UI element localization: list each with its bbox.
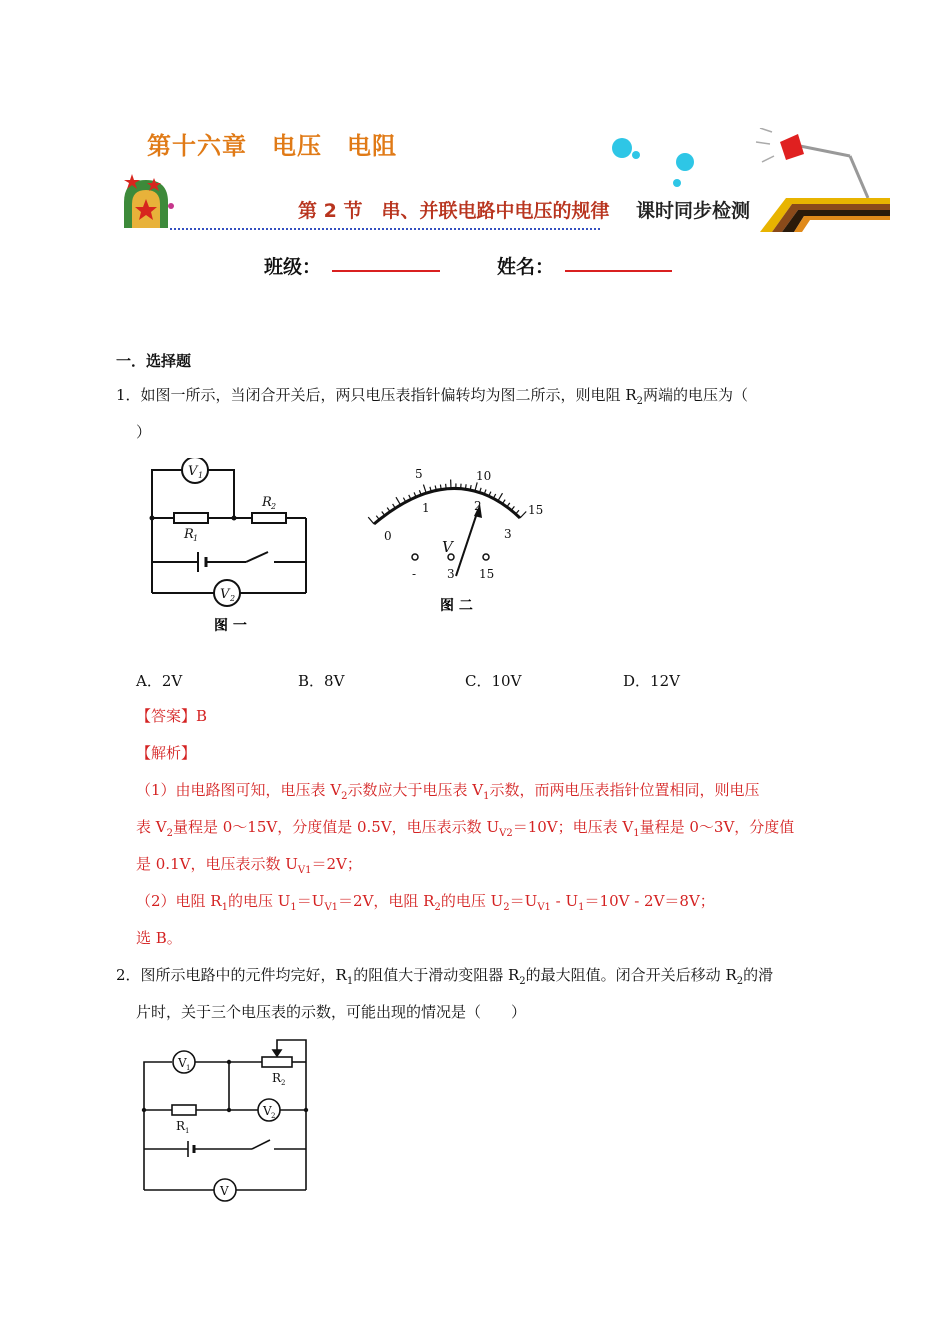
terminal-minus-label: - <box>412 567 417 581</box>
q2-r1-sub: 1 <box>185 1127 190 1135</box>
tick-0: 0 <box>384 529 392 543</box>
question-2-text: 2．图所示电路中的元件均完好，$R_1$的阻值大于滑动变阻器 $R_2$的最大阻值。闭合开关后移动 $R_2$的滑 <box>116 966 774 987</box>
q2-v2-sub: 2 <box>271 1112 276 1120</box>
scale-tick <box>498 493 503 501</box>
scale-tick <box>368 517 374 524</box>
r2-sub: 2 <box>271 502 277 511</box>
scale-tick <box>516 510 519 514</box>
r1-sub: 1 <box>193 534 199 543</box>
scale-tick <box>520 511 526 518</box>
terminal-3-label: 3 <box>447 567 455 581</box>
q2-r2-sub: 2 <box>281 1079 286 1087</box>
section-title: 第 2 节 串、并联电路中电压的规律 <box>298 200 610 222</box>
star-badge-icon <box>124 174 174 228</box>
scale-tick <box>423 485 426 494</box>
name-blank[interactable] <box>565 270 672 272</box>
tick-1: 1 <box>422 501 430 515</box>
section-heading: 一．选择题 <box>116 352 192 370</box>
desk-lamp-icon <box>756 128 868 198</box>
v1-label: V <box>188 464 198 479</box>
option-c[interactable]: C．10V <box>465 672 522 690</box>
q2-v1-label: V <box>178 1056 187 1070</box>
r1-label: R <box>184 527 194 542</box>
terminal-15-label: 15 <box>479 567 495 581</box>
scale-tick <box>465 484 466 489</box>
analysis-line-5: 选 B。 <box>136 929 182 947</box>
r2-label: R <box>262 495 272 510</box>
tick-15: 15 <box>528 503 544 517</box>
answer: 【答案】B <box>136 707 208 725</box>
voltmeter-figure-2 <box>360 458 560 628</box>
question-1-text-end: ） <box>136 423 152 441</box>
circuit-figure-1 <box>134 458 324 648</box>
option-a[interactable]: A．2V <box>136 672 183 690</box>
scale-tick <box>475 482 477 491</box>
analysis-label: 【解析】 <box>136 744 197 762</box>
figure-2-caption: 图 二 <box>440 598 473 614</box>
q2-v2-label: V <box>263 1104 272 1118</box>
analysis-line-3: 是 0.1V，电压表示数 $U_{V1}=2V$； <box>136 855 362 876</box>
q2-v-label: V <box>220 1184 229 1198</box>
analysis-line-1: （1）由电路图可知，电压表 $V_2$示数应大于电压表 $V_1$示数，而两电压表指针位置相同，则电压 <box>136 781 760 802</box>
v1-sub: 1 <box>198 471 204 480</box>
tick-10: 10 <box>476 469 492 483</box>
question-1-text: 1．如图一所示，当闭合开关后，两只电压表指针偏转均为图二所示，则电阻 $R_2$两端的电压为（ <box>116 386 749 407</box>
v2-label: V <box>220 587 230 602</box>
v2-sub: 2 <box>230 594 236 603</box>
q2-r1-label: R <box>176 1119 186 1133</box>
name-label: 姓名： <box>497 256 555 278</box>
q2-r2-label: R <box>272 1071 282 1085</box>
meter-letter: V <box>442 538 453 556</box>
option-d[interactable]: D．12V <box>623 672 680 690</box>
section-subtitle: 课时同步检测 <box>636 200 751 222</box>
scale-tick <box>440 485 441 490</box>
question-2-text-line-2: 片时，关于三个电压表的示数，可能出现的情况是（ ） <box>136 1003 527 1021</box>
circuit-figure-q2 <box>134 1034 324 1204</box>
analysis-line-2: 表 $V_2$量程是 0～15V，分度值是 0.5V，电压表示数 $U_{V2}=10V$；电压表 $V_1$量程是 0～3V，分度值 <box>136 818 795 839</box>
class-label: 班级： <box>264 256 322 278</box>
tick-3: 3 <box>504 527 512 541</box>
analysis-line-4: （2）电阻 $R_1$的电压 $U_1=U_{V1}=2V$，电阻 $R_2$的电压 $U_2=U_{V1} - U_1=10V - 2V=8V$； <box>136 892 715 913</box>
tick-2: 2 <box>474 499 482 513</box>
tick-5: 5 <box>415 467 423 481</box>
chapter-title: 第十六章 电压 电阻 <box>147 132 397 160</box>
scale-tick <box>396 497 401 505</box>
option-b[interactable]: B．8V <box>298 672 345 690</box>
q2-v1-sub: 1 <box>186 1064 191 1072</box>
figure-1-caption: 图 一 <box>214 618 247 634</box>
class-blank[interactable] <box>332 270 440 272</box>
